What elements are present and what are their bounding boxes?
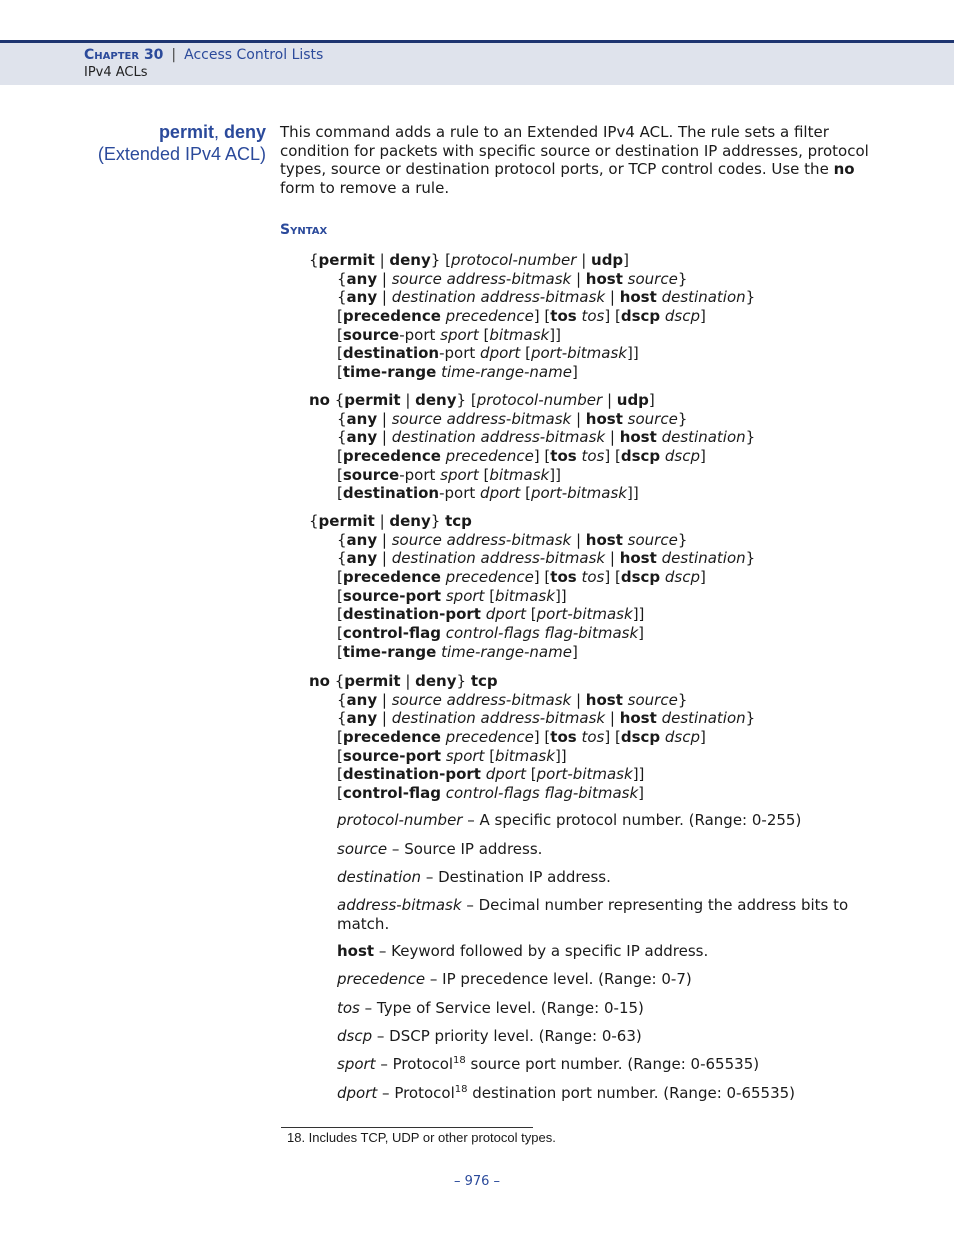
- parameter-item: [337, 1055, 877, 1074]
- syntax-token: {: [329, 672, 345, 690]
- syntax-token: [: [484, 586, 496, 605]
- syntax-token: time-range-name: [441, 363, 572, 382]
- syntax-token: source: [627, 690, 678, 709]
- syntax-line: [309, 307, 755, 326]
- syntax-token: any: [346, 530, 378, 549]
- syntax-token: any: [346, 549, 378, 568]
- syntax-token: {: [309, 251, 319, 269]
- parameter-description: – Protocol: [375, 1055, 454, 1073]
- page-number: – 976 –: [453, 1174, 501, 1189]
- syntax-token: ]: [638, 624, 645, 643]
- syntax-token: |: [377, 288, 392, 307]
- syntax-token: precedence: [342, 568, 441, 587]
- syntax-token: }: [745, 288, 756, 307]
- syntax-token: destination address-bitmask: [391, 288, 606, 307]
- syntax-token: source: [342, 465, 400, 484]
- syntax-token: [: [526, 765, 537, 784]
- syntax-line: [309, 587, 755, 606]
- syntax-line: [309, 728, 755, 747]
- syntax-token: ]: [700, 307, 706, 326]
- syntax-token: } [: [456, 391, 477, 409]
- syntax-token: source-port: [342, 746, 442, 765]
- syntax-token: [: [337, 307, 343, 326]
- syntax-token: |: [605, 709, 620, 728]
- syntax-token: -port: [439, 484, 481, 503]
- syntax-token: }: [677, 269, 688, 288]
- syntax-token: |: [377, 549, 392, 568]
- parameter-description: destination port number. (Range: 0-65535): [467, 1084, 796, 1102]
- syntax-token: source address-bitmask: [391, 530, 572, 549]
- syntax-token: -port: [399, 465, 441, 484]
- syntax-token: ] [: [604, 447, 621, 466]
- syntax-token: port-bitmask: [536, 605, 633, 624]
- syntax-token: }: [456, 672, 471, 690]
- syntax-line: [309, 549, 755, 568]
- syntax-token: any: [346, 709, 378, 728]
- syntax-token: control-flags flag-bitmask: [445, 624, 639, 643]
- running-header: [0, 40, 954, 85]
- syntax-token: -port: [439, 344, 481, 363]
- command-comma: ,: [213, 122, 219, 142]
- syntax-token: host: [619, 549, 657, 568]
- syntax-token: {: [337, 690, 347, 709]
- syntax-token: |: [377, 690, 392, 709]
- syntax-token: host: [585, 530, 623, 549]
- syntax-token: [: [520, 344, 531, 363]
- syntax-line: [309, 410, 755, 429]
- syntax-token: source: [627, 530, 678, 549]
- syntax-token: ] [: [533, 568, 551, 587]
- syntax-token: dscp: [664, 728, 701, 747]
- syntax-token: destination-port: [342, 765, 481, 784]
- syntax-token: |: [374, 512, 390, 530]
- syntax-token: |: [377, 409, 392, 428]
- syntax-token: {: [337, 409, 347, 428]
- parameter-term: address-bitmask: [337, 896, 462, 914]
- syntax-token: any: [346, 409, 378, 428]
- syntax-block: [309, 672, 755, 803]
- syntax-token: {: [337, 549, 347, 568]
- parameter-term: dscp: [337, 1027, 373, 1045]
- syntax-token: control-flag: [342, 784, 441, 803]
- syntax-token: dscp: [620, 447, 661, 466]
- command-subtitle: (Extended IPv4 ACL): [97, 144, 266, 164]
- syntax-token: sport: [440, 465, 479, 484]
- syntax-token: host: [619, 709, 657, 728]
- syntax-token: [: [337, 586, 343, 605]
- syntax-token: source address-bitmask: [391, 269, 572, 288]
- syntax-line: [309, 484, 755, 503]
- parameter-description: – Protocol: [377, 1084, 455, 1102]
- syntax-token: tos: [581, 728, 605, 747]
- syntax-token: destination: [661, 288, 746, 307]
- syntax-line: [309, 251, 755, 270]
- syntax-token: sport: [445, 746, 485, 765]
- syntax-token: |: [571, 690, 586, 709]
- footnote: 18. Includes TCP, UDP or other protocol types.: [287, 1130, 556, 1145]
- syntax-block: [309, 512, 755, 662]
- syntax-token: tcp: [445, 512, 472, 530]
- syntax-line: [309, 643, 755, 662]
- intro-text: This command adds a rule to an Extended IPv4 ACL. The rule sets a filter condition for packets with specific source or destination IP addresses, protocol types, source or destination protocol ports, or TCP control codes. Use the: [280, 123, 869, 178]
- syntax-token: deny: [415, 391, 457, 409]
- parameter-item: [337, 1084, 877, 1103]
- syntax-token: port-bitmask: [530, 484, 627, 503]
- command-deny: deny: [223, 122, 266, 142]
- syntax-token: |: [605, 288, 620, 307]
- syntax-token: deny: [389, 512, 431, 530]
- syntax-token: {: [337, 269, 347, 288]
- syntax-token: permit: [318, 251, 375, 269]
- syntax-token: source: [342, 325, 400, 344]
- syntax-token: [: [337, 568, 343, 587]
- syntax-token: [: [478, 325, 490, 344]
- syntax-token: ]]: [627, 344, 639, 363]
- syntax-token: permit: [344, 391, 401, 409]
- syntax-line: [309, 765, 755, 784]
- syntax-token: -port: [399, 325, 441, 344]
- parameter-description: – Destination IP address.: [421, 868, 611, 886]
- parameter-term: destination: [337, 868, 422, 886]
- no-keyword: no: [833, 160, 855, 178]
- syntax-token: tos: [581, 447, 605, 466]
- syntax-token: [: [337, 605, 343, 624]
- syntax-token: destination: [661, 549, 746, 568]
- syntax-token: dscp: [664, 447, 701, 466]
- syntax-token: [: [337, 624, 343, 643]
- syntax-token: dport: [480, 344, 521, 363]
- syntax-token: tos: [550, 568, 577, 587]
- syntax-token: dport: [485, 605, 527, 624]
- syntax-token: }: [745, 709, 756, 728]
- syntax-token: }: [745, 428, 756, 447]
- syntax-token: ] [: [604, 728, 621, 747]
- syntax-token: protocol-number: [476, 391, 603, 409]
- syntax-line: [309, 512, 755, 531]
- syntax-token: bitmask: [495, 746, 555, 765]
- syntax-token: destination address-bitmask: [391, 709, 606, 728]
- parameter-item: [337, 970, 877, 989]
- syntax-token: [: [526, 605, 537, 624]
- syntax-token: precedence: [342, 728, 441, 747]
- syntax-token: tos: [581, 307, 605, 326]
- syntax-token: dscp: [620, 728, 661, 747]
- syntax-line: [309, 270, 755, 289]
- parameter-term: source: [337, 840, 388, 858]
- syntax-line: [309, 428, 755, 447]
- syntax-token: host: [585, 409, 623, 428]
- syntax-token: ] [: [604, 568, 621, 587]
- header-chapter-line: [84, 47, 323, 63]
- syntax-token: ]]: [632, 765, 645, 784]
- syntax-token: udp: [616, 391, 649, 409]
- syntax-line: [309, 672, 755, 691]
- syntax-token: ]]: [554, 746, 567, 765]
- syntax-token: sport: [440, 325, 479, 344]
- syntax-token: dport: [485, 765, 527, 784]
- syntax-token: bitmask: [489, 325, 550, 344]
- syntax-token: time-range-name: [441, 642, 572, 661]
- syntax-token: {: [337, 709, 347, 728]
- syntax-line: [309, 691, 755, 710]
- parameter-term: sport: [337, 1055, 376, 1073]
- syntax-token: ]: [700, 447, 706, 466]
- syntax-token: tos: [581, 568, 605, 587]
- syntax-token: source-port: [342, 586, 442, 605]
- syntax-token: destination: [342, 484, 440, 503]
- command-permit: permit: [158, 122, 214, 142]
- parameter-term: host: [337, 942, 375, 960]
- parameter-description: source port number. (Range: 0-65535): [465, 1055, 760, 1073]
- syntax-token: [: [337, 447, 343, 466]
- syntax-token: source address-bitmask: [391, 690, 572, 709]
- parameter-term: tos: [337, 999, 360, 1017]
- syntax-token: ]: [700, 568, 706, 587]
- syntax-token: destination: [661, 428, 746, 447]
- syntax-token: dscp: [620, 568, 661, 587]
- syntax-token: udp: [591, 251, 624, 269]
- syntax-token: tos: [550, 728, 577, 747]
- syntax-token: ] [: [533, 728, 551, 747]
- syntax-token: ] [: [604, 307, 621, 326]
- syntax-line: [309, 605, 755, 624]
- syntax-token: }: [677, 690, 688, 709]
- syntax-token: }: [677, 530, 688, 549]
- parameter-item: [337, 1027, 877, 1046]
- syntax-token: }: [677, 409, 688, 428]
- syntax-token: |: [576, 251, 592, 269]
- syntax-token: precedence: [445, 568, 534, 587]
- syntax-token: port-bitmask: [536, 765, 633, 784]
- parameter-description: – Keyword followed by a specific IP address.: [374, 942, 709, 960]
- syntax-token: precedence: [445, 447, 534, 466]
- syntax-token: bitmask: [489, 465, 550, 484]
- section-label: IPv4 ACLs: [84, 65, 148, 80]
- syntax-token: }: [430, 512, 446, 530]
- syntax-token: |: [602, 391, 617, 409]
- syntax-token: |: [377, 530, 392, 549]
- header-separator: |: [171, 47, 177, 63]
- syntax-token: precedence: [342, 447, 441, 466]
- syntax-token: host: [585, 690, 623, 709]
- syntax-token: ]]: [554, 586, 567, 605]
- syntax-line: [309, 288, 755, 307]
- footnote-rule: [281, 1127, 533, 1128]
- syntax-token: dscp: [664, 568, 701, 587]
- syntax-token: precedence: [342, 307, 441, 326]
- syntax-token: sport: [445, 586, 485, 605]
- syntax-token: permit: [318, 512, 375, 530]
- syntax-token: any: [346, 690, 378, 709]
- syntax-token: [: [337, 642, 343, 661]
- syntax-token: permit: [344, 672, 401, 690]
- syntax-token: |: [400, 672, 416, 690]
- syntax-token: host: [619, 288, 657, 307]
- syntax-token: |: [377, 428, 392, 447]
- syntax-token: [: [337, 484, 343, 503]
- syntax-line: [309, 709, 755, 728]
- parameter-item: [337, 942, 877, 961]
- chapter-label: Chapter 30: [84, 47, 164, 63]
- syntax-token: destination: [342, 344, 440, 363]
- syntax-token: source: [627, 409, 678, 428]
- syntax-token: host: [619, 428, 657, 447]
- parameter-description: – DSCP priority level. (Range: 0-63): [372, 1027, 642, 1045]
- syntax-token: tos: [550, 307, 577, 326]
- syntax-token: control-flag: [342, 624, 441, 643]
- syntax-token: {: [337, 428, 347, 447]
- chapter-title: Access Control Lists: [184, 47, 324, 63]
- syntax-token: port-bitmask: [530, 344, 627, 363]
- syntax-token: ]: [623, 251, 630, 269]
- syntax-token: deny: [389, 251, 431, 269]
- syntax-token: |: [571, 269, 586, 288]
- syntax-token: {: [337, 530, 347, 549]
- syntax-line: [309, 784, 755, 803]
- syntax-block: [309, 251, 755, 382]
- syntax-token: [: [337, 765, 343, 784]
- syntax-token: source: [627, 269, 678, 288]
- parameter-description: – Decimal number representing the address bits to match.: [337, 896, 849, 933]
- syntax-token: any: [346, 428, 378, 447]
- parameter-description: – Type of Service level. (Range: 0-15): [359, 999, 644, 1017]
- syntax-token: destination address-bitmask: [391, 428, 606, 447]
- syntax-line: [309, 466, 755, 485]
- parameter-term: protocol-number: [337, 811, 463, 829]
- syntax-token: |: [377, 269, 392, 288]
- syntax-token: |: [605, 428, 620, 447]
- syntax-token: precedence: [445, 307, 534, 326]
- syntax-token: ]: [571, 363, 578, 382]
- syntax-token: any: [346, 288, 378, 307]
- syntax-token: dscp: [664, 307, 701, 326]
- syntax-token: [: [337, 344, 343, 363]
- syntax-token: {: [309, 512, 319, 530]
- syntax-line: [309, 531, 755, 550]
- intro-text-end: form to remove a rule.: [280, 178, 450, 197]
- syntax-token: |: [400, 391, 416, 409]
- syntax-token: no: [309, 672, 330, 690]
- syntax-token: ]]: [632, 605, 645, 624]
- syntax-token: [: [337, 728, 343, 747]
- syntax-token: precedence: [445, 728, 534, 747]
- parameter-description: – A specific protocol number. (Range: 0-255): [462, 811, 802, 829]
- syntax-token: |: [571, 530, 586, 549]
- syntax-token: [: [337, 465, 343, 484]
- syntax-token: no: [309, 391, 330, 409]
- syntax-line: [309, 391, 755, 410]
- syntax-token: source address-bitmask: [391, 409, 572, 428]
- syntax-token: ]]: [549, 465, 561, 484]
- syntax-token: dscp: [620, 307, 661, 326]
- syntax-line: [309, 363, 755, 382]
- parameter-description: – Source IP address.: [387, 840, 543, 858]
- syntax-token: ] [: [533, 307, 551, 326]
- syntax-token: ] [: [533, 447, 551, 466]
- syntax-token: {: [329, 391, 345, 409]
- parameter-item: [337, 999, 877, 1018]
- syntax-line: [309, 447, 755, 466]
- parameter-term: precedence: [337, 970, 426, 988]
- syntax-token: [: [337, 784, 343, 803]
- intro-paragraph: [280, 123, 880, 197]
- syntax-token: [: [337, 746, 343, 765]
- syntax-token: destination: [661, 709, 746, 728]
- syntax-line: [309, 624, 755, 643]
- syntax-token: ]: [638, 784, 645, 803]
- syntax-block: [309, 391, 755, 503]
- parameter-item: [337, 811, 877, 830]
- syntax-line: [309, 344, 755, 363]
- syntax-token: |: [605, 549, 620, 568]
- syntax-token: |: [571, 409, 586, 428]
- syntax-token: dport: [480, 484, 521, 503]
- parameter-item: [337, 896, 877, 933]
- syntax-token: ]: [648, 391, 655, 409]
- syntax-token: [: [337, 325, 343, 344]
- command-title: [98, 121, 266, 165]
- syntax-token: [: [520, 484, 531, 503]
- syntax-token: [: [337, 363, 343, 382]
- parameter-item: [337, 840, 877, 859]
- syntax-line: [309, 568, 755, 587]
- syntax-token: deny: [415, 672, 457, 690]
- footnote-ref: 18: [454, 1084, 468, 1095]
- syntax-token: destination-port: [342, 605, 481, 624]
- parameter-description: – IP precedence level. (Range: 0-7): [425, 970, 692, 988]
- syntax-token: |: [374, 251, 390, 269]
- syntax-token: ]: [571, 642, 578, 661]
- syntax-token: host: [585, 269, 623, 288]
- syntax-token: control-flags flag-bitmask: [445, 784, 639, 803]
- syntax-line: [309, 747, 755, 766]
- footnote-ref: 18: [453, 1055, 466, 1066]
- syntax-token: }: [745, 549, 756, 568]
- syntax-token: time-range: [342, 363, 437, 382]
- syntax-token: protocol-number: [450, 251, 577, 269]
- syntax-token: |: [377, 709, 392, 728]
- syntax-token: {: [337, 288, 347, 307]
- syntax-token: any: [346, 269, 378, 288]
- parameter-term: dport: [337, 1084, 378, 1102]
- syntax-token: [: [478, 465, 490, 484]
- syntax-token: } [: [430, 251, 451, 269]
- syntax-line: [309, 326, 755, 345]
- syntax-token: ]: [700, 728, 706, 747]
- syntax-token: tos: [550, 447, 577, 466]
- syntax-heading: Syntax: [280, 222, 328, 238]
- syntax-token: time-range: [342, 642, 437, 661]
- syntax-token: ]]: [627, 484, 639, 503]
- syntax-token: [: [484, 746, 496, 765]
- syntax-token: bitmask: [495, 586, 555, 605]
- syntax-token: ]]: [549, 325, 561, 344]
- syntax-token: tcp: [470, 672, 498, 690]
- syntax-token: destination address-bitmask: [391, 549, 606, 568]
- parameter-item: [337, 868, 877, 887]
